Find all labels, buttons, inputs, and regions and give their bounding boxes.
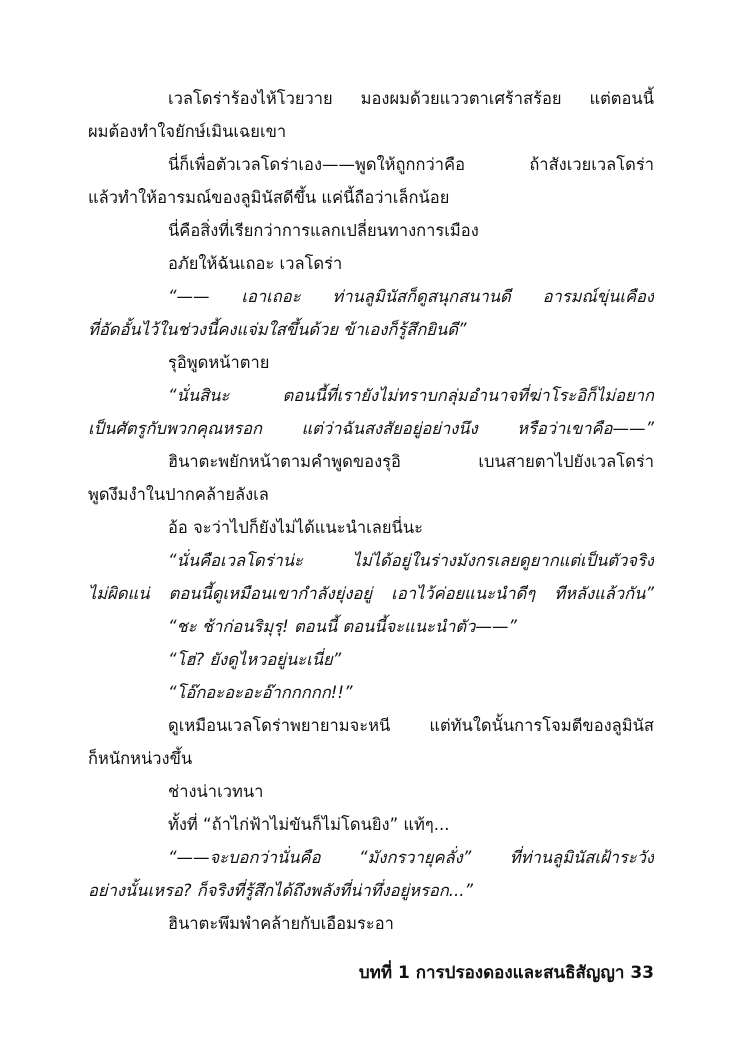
text-line: ฮินาตะพึมพำคล้ายกับเอือมระอา: [168, 914, 394, 933]
text-line: อ้อ จะว่าไปก็ยังไม่ได้แนะนำเลยนี่นะ: [168, 518, 423, 537]
text-line: นี่คือสิ่งที่เรียกว่าการแลกเปลี่ยนทางการเมือง: [168, 221, 479, 240]
text-line: รุอิพูดหน้าตาย: [168, 353, 270, 372]
text-line: ช่างน่าเวทนา: [168, 782, 264, 801]
dialogue-line: “—— เอาเถอะ ท่านลูมินัสก็ดูสนุกสนานดี อารมณ์ขุ่นเคือง: [168, 287, 654, 306]
page-footer: บทที่ 1 การปรองดองและสนธิสัญญา 33: [358, 963, 654, 983]
text-line: ทั้งที่ “ถ้าไก่ฟ้าไม่ขันก็ไม่โดนยิง” แท้ๆ...: [168, 815, 450, 834]
dialogue-line: “นั่นสินะ ตอนนี้ที่เรายังไม่ทราบกลุ่มอำนาจที่ฆ่าโระอิก็ไม่อยาก: [168, 386, 654, 405]
dialogue-line: เป็นศัตรูกับพวกคุณหรอก แต่ว่าฉันสงสัยอยู่อย่างนึง หรือว่าเขาคือ——”: [88, 419, 654, 438]
text-line: เวลโดร่าร้องไห้โวยวาย มองผมด้วยแววตาเศร้าสร้อย แต่ตอนนี้: [168, 89, 654, 108]
text-line: แล้วทำให้อารมณ์ของลูมินัสดีขึ้น แค่นี้ถือว่าเล็กน้อย: [88, 188, 450, 207]
dialogue-line: อย่างนั้นเหรอ? ก็จริงที่รู้สึกได้ถึงพลังที่น่าทึ่งอยู่หรอก...”: [88, 881, 474, 900]
text-line: ฮินาตะพยักหน้าตามคำพูดของรุอิ เบนสายตาไปยังเวลโดร่า: [168, 452, 654, 471]
text-line: นี่ก็เพื่อตัวเวลโดร่าเอง——พูดให้ถูกกว่าคือ ถ้าสังเวยเวลโดร่า: [168, 155, 654, 174]
dialogue-line: “โฮ่? ยังดูไหวอยู่นะเนี่ย”: [168, 650, 342, 669]
text-line: ดูเหมือนเวลโดร่าพยายามจะหนี แต่ทันใดนั้นการโจมตีของลูมินัส: [168, 716, 654, 735]
dialogue-line: “ชะ ช้าก่อนริมุรุ! ตอนนี้ ตอนนี้จะแนะนำตัว——”: [168, 617, 517, 636]
dialogue-line: “โอ๊กอะอะอะอ๊ากกกกก!!”: [168, 683, 353, 702]
text-line: ก็หนักหน่วงขึ้น: [88, 749, 193, 768]
text-line: อภัยให้ฉันเถอะ เวลโดร่า: [168, 254, 343, 273]
body-text: [88, 82, 654, 940]
dialogue-line: ไม่ผิดแน่ ตอนนี้ดูเหมือนเขากำลังยุ่งอยู่ เอาไว้ค่อยแนะนำดีๆ ทีหลังแล้วกัน”: [88, 584, 654, 603]
text-line: พูดงึมงำในปากคล้ายลังเล: [88, 485, 269, 504]
text-line: ผมต้องทำใจยักษ์เมินเฉยเขา: [88, 122, 287, 141]
dialogue-line: ที่อัดอั้นไว้ในช่วงนี้คงแจ่มใสขึ้นด้วย ข้าเองก็รู้สึกยินดี”: [88, 320, 467, 339]
dialogue-line: “นั่นคือเวลโดร่าน่ะ ไม่ได้อยู่ในร่างมังกรเลยดูยากแต่เป็นตัวจริง: [168, 551, 654, 570]
dialogue-line: “——จะบอกว่านั่นคือ “มังกรวายุคลั่ง” ที่ท่านลูมินัสเฝ้าระวัง: [168, 848, 654, 867]
